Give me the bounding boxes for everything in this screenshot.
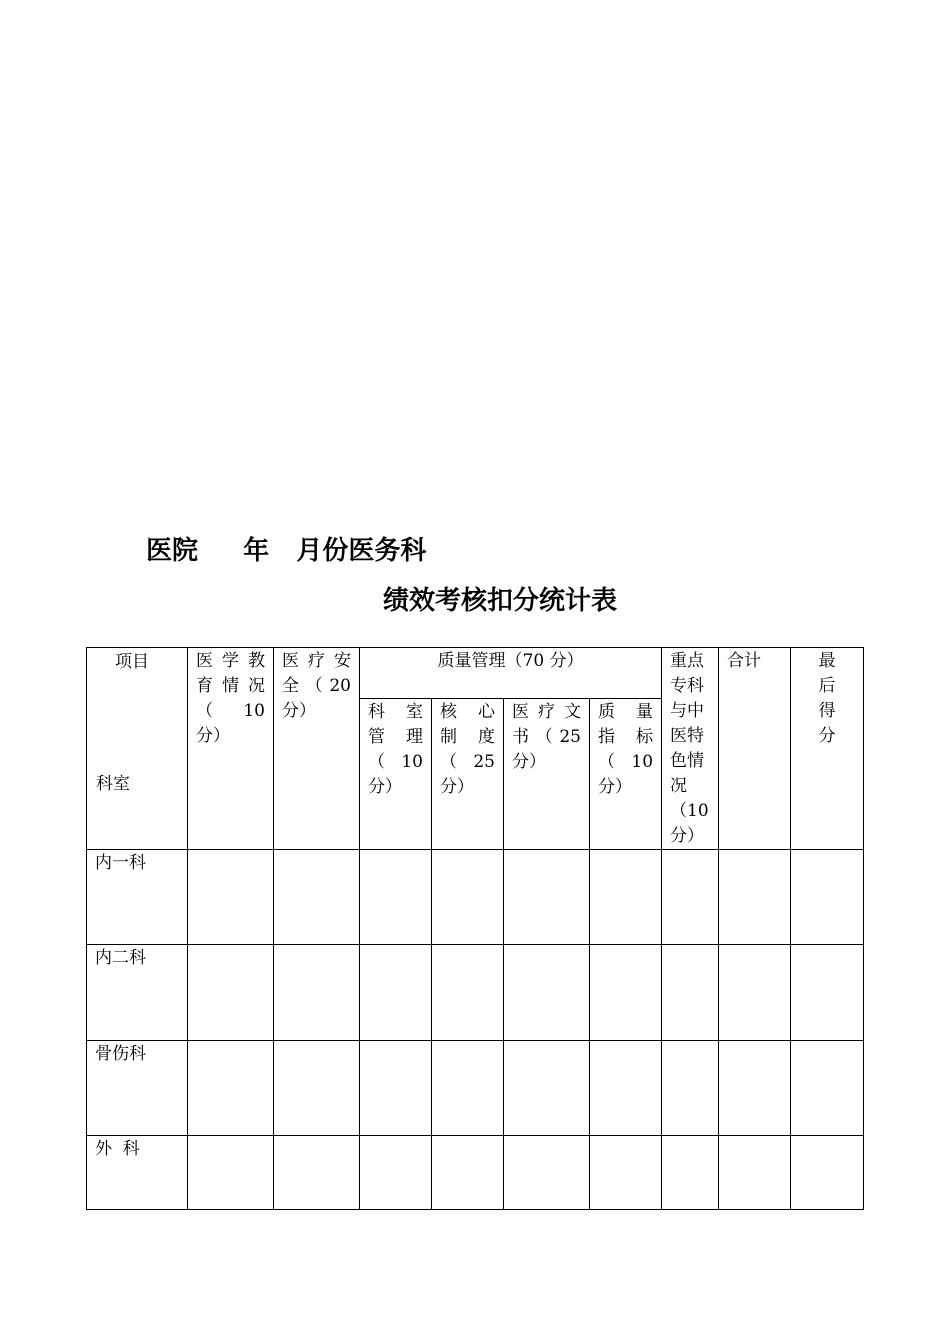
score-cell[interactable]	[791, 945, 864, 1041]
subheader-core-system	[432, 698, 504, 850]
score-cell[interactable]	[188, 1136, 274, 1210]
header-text-line: （ 10	[368, 751, 423, 772]
score-cell[interactable]	[360, 945, 432, 1041]
score-cell[interactable]	[719, 945, 791, 1041]
score-cell[interactable]	[188, 850, 274, 945]
header-text-line: 分	[818, 726, 836, 746]
header-text-line: 得	[818, 701, 836, 721]
header-text-line: 与中	[670, 701, 705, 721]
score-cell[interactable]	[662, 1041, 719, 1136]
score-cell[interactable]	[719, 1041, 791, 1136]
header-text-line: 分）	[598, 776, 632, 797]
document-title-line2: 绩效考核扣分统计表	[382, 586, 617, 616]
score-cell[interactable]	[274, 850, 360, 945]
table-row	[87, 1041, 864, 1136]
header-text-line: 分）	[368, 776, 402, 797]
header-text-line: （ 25	[440, 751, 495, 772]
header-text-line: （ 10	[598, 751, 654, 772]
score-cell[interactable]	[432, 1136, 504, 1210]
header-text-line: 医 学 教	[196, 651, 265, 671]
header-quality-management: 质量管理（70 分）	[360, 648, 662, 699]
header-text-line: 全 （ 20	[282, 676, 351, 696]
table-row	[87, 1136, 864, 1210]
header-text-line: 况	[670, 776, 688, 796]
header-text-line: 分）	[512, 751, 546, 772]
header-text-line: 指 标	[598, 726, 654, 747]
score-cell[interactable]	[504, 1041, 590, 1136]
subheader-dept-management	[360, 698, 432, 850]
score-cell[interactable]	[504, 945, 590, 1041]
score-cell[interactable]	[432, 850, 504, 945]
score-cell[interactable]	[791, 850, 864, 945]
score-cell[interactable]	[791, 1041, 864, 1136]
score-cell[interactable]	[504, 1136, 590, 1210]
header-text-line: 育 情 况	[196, 676, 265, 696]
row-dept-name: 外 科	[87, 1136, 188, 1210]
performance-deduction-table	[86, 647, 864, 1210]
table-row	[87, 945, 864, 1041]
score-cell[interactable]	[791, 1136, 864, 1210]
header-text-line: 医特	[670, 726, 705, 746]
score-cell[interactable]	[360, 1041, 432, 1136]
score-cell[interactable]	[719, 1136, 791, 1210]
score-cell[interactable]	[188, 945, 274, 1041]
header-text-line: 书 （ 25	[512, 726, 581, 747]
score-cell[interactable]	[274, 945, 360, 1041]
header-medical-education	[188, 648, 274, 850]
header-medical-safety	[274, 648, 360, 850]
header-text-line: 质 量	[598, 701, 654, 722]
score-cell[interactable]	[504, 850, 590, 945]
score-cell[interactable]	[590, 1041, 662, 1136]
header-final-score	[791, 648, 864, 850]
corner-header-cell	[87, 648, 188, 850]
document-title-line1: 医院 年 月份医务科	[146, 536, 427, 566]
score-cell[interactable]	[662, 945, 719, 1041]
subheader-quality-index	[590, 698, 662, 850]
header-text-line: 分）	[282, 701, 316, 721]
row-dept-name: 骨伤科	[87, 1041, 188, 1136]
header-text-line: 制 度	[440, 726, 495, 747]
header-text-line: 科 室	[368, 701, 423, 722]
subheader-medical-documents	[504, 698, 590, 850]
header-text-line: 分）	[440, 776, 474, 797]
header-text-line: 专科	[670, 676, 705, 696]
header-text-line: 色情	[670, 751, 705, 771]
score-cell[interactable]	[432, 945, 504, 1041]
header-text-line: 医 疗 文	[512, 701, 581, 722]
score-cell[interactable]	[590, 850, 662, 945]
table-row	[87, 850, 864, 945]
score-cell[interactable]	[590, 945, 662, 1041]
header-text-line: 最	[818, 651, 836, 671]
header-text-line: 重点	[670, 651, 705, 671]
header-text-line: 核 心	[440, 701, 495, 722]
header-text-line: 管 理	[368, 726, 423, 747]
header-text-line: （10	[670, 801, 709, 821]
header-text-line: （ 10	[196, 701, 265, 721]
score-cell[interactable]	[360, 850, 432, 945]
score-cell[interactable]	[274, 1041, 360, 1136]
score-cell[interactable]	[719, 850, 791, 945]
corner-item-label: 项目	[115, 652, 149, 672]
score-cell[interactable]	[590, 1136, 662, 1210]
header-total: 合计	[719, 648, 791, 850]
header-text-line: 后	[818, 676, 836, 696]
score-cell[interactable]	[662, 1136, 719, 1210]
header-text-line: 分）	[196, 726, 230, 746]
row-dept-name: 内二科	[87, 945, 188, 1041]
header-text-line: 分）	[670, 826, 705, 846]
score-cell[interactable]	[274, 1136, 360, 1210]
score-cell[interactable]	[188, 1041, 274, 1136]
corner-dept-label: 科室	[96, 774, 130, 794]
header-text-line: 医 疗 安	[282, 651, 351, 671]
score-cell[interactable]	[360, 1136, 432, 1210]
row-dept-name: 内一科	[87, 850, 188, 945]
header-key-specialty	[662, 648, 719, 850]
score-cell[interactable]	[432, 1041, 504, 1136]
score-cell[interactable]	[662, 850, 719, 945]
